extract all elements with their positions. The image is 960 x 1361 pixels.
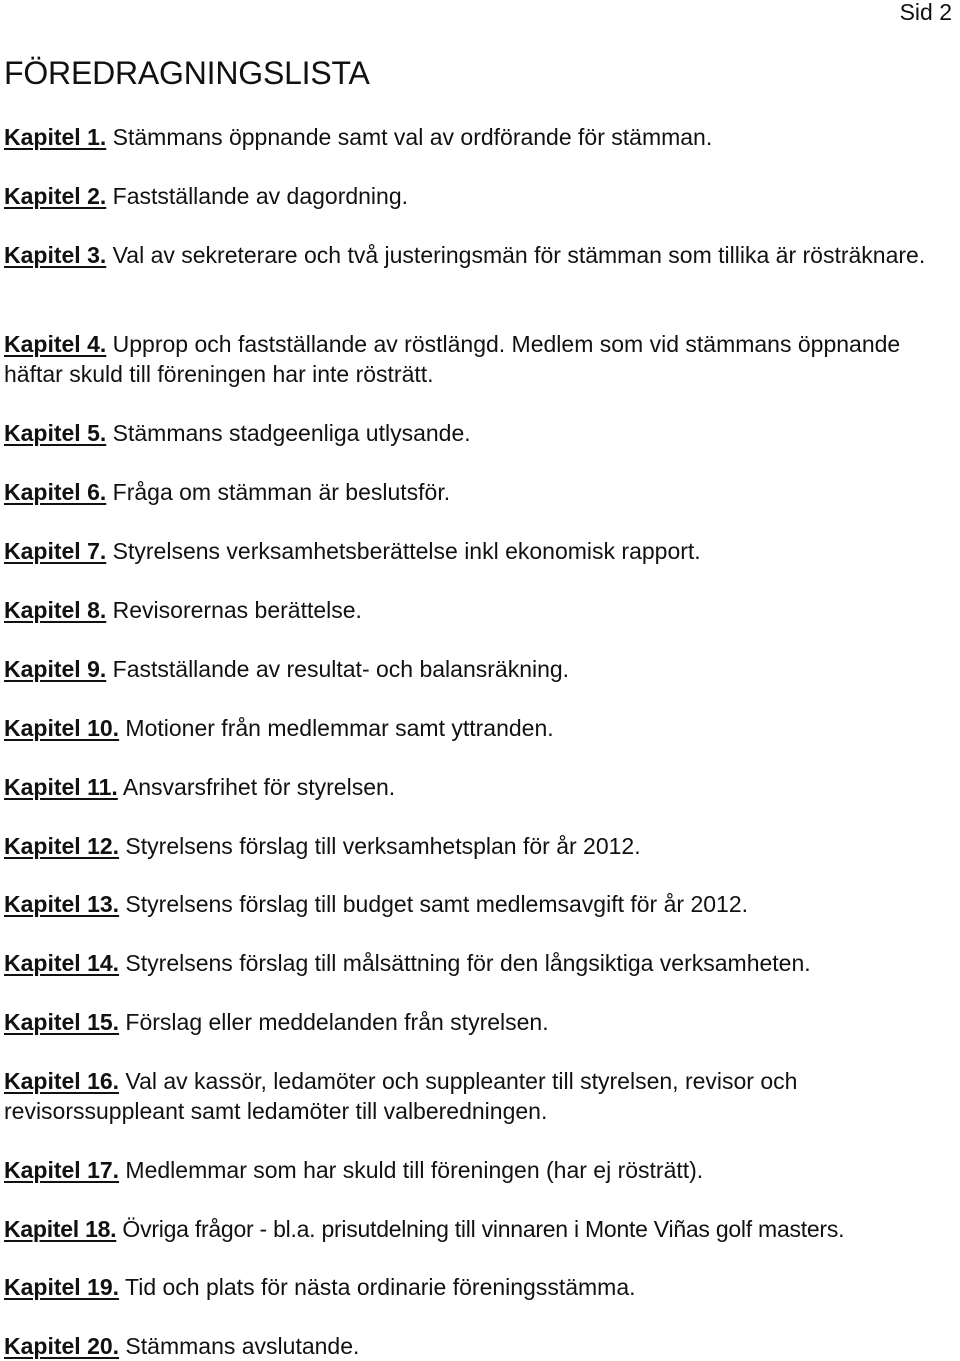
chapter-label: Kapitel 5. [4, 420, 107, 446]
agenda-item-5 [4, 418, 956, 448]
chapter-label: Kapitel 17. [4, 1157, 120, 1183]
agenda-item-19 [4, 1272, 956, 1302]
chapter-label: Kapitel 20. [4, 1333, 120, 1359]
agenda-item-20 [4, 1331, 956, 1361]
chapter-text: Val av kassör, ledamöter och suppleanter till styrelsen, revisor och revisorssuppleant samt ledamöter till valberedningen. [4, 1068, 798, 1124]
chapter-label: Kapitel 12. [4, 833, 120, 859]
chapter-text: Stämmans avslutande. [119, 1333, 360, 1359]
chapter-text: Motioner från medlemmar samt yttranden. [119, 715, 554, 741]
agenda-item-18 [4, 1214, 956, 1244]
chapter-label: Kapitel 3. [4, 242, 107, 268]
agenda-item-15 [4, 1007, 956, 1037]
chapter-text: Fastställande av resultat- och balansräkning. [106, 656, 570, 682]
document-title: FÖREDRAGNINGSLISTA [4, 55, 370, 91]
chapter-text: Upprop och fastställande av röstlängd. Medlem som vid stämmans öppnande häftar skuld till föreningen har inte rösträtt. [4, 331, 901, 387]
agenda-item-10 [4, 713, 956, 743]
agenda-item-7 [4, 536, 956, 566]
chapter-label: Kapitel 11. [4, 774, 118, 800]
chapter-label: Kapitel 10. [4, 715, 120, 741]
chapter-text: Styrelsens verksamhetsberättelse inkl ekonomisk rapport. [106, 538, 701, 564]
page-number: Sid 2 [899, 0, 952, 25]
chapter-text: Medlemmar som har skuld till föreningen (har ej rösträtt). [119, 1157, 704, 1183]
chapter-text: Val av sekreterare och två justeringsmän för stämman som tillika är rösträknare. [106, 242, 926, 268]
agenda-item-4 [4, 329, 956, 389]
agenda-item-3 [4, 240, 956, 270]
agenda-item-6 [4, 477, 956, 507]
chapter-label: Kapitel 1. [4, 124, 107, 150]
chapter-text: Styrelsens förslag till budget samt medlemsavgift för år 2012. [119, 891, 748, 917]
agenda-item-1 [4, 122, 956, 152]
agenda-item-17 [4, 1155, 956, 1185]
agenda-item-14 [4, 948, 956, 978]
agenda-item-12 [4, 831, 956, 861]
chapter-label: Kapitel 14. [4, 950, 120, 976]
chapter-label: Kapitel 13. [4, 891, 120, 917]
chapter-text: Stämmans stadgeenliga utlysande. [106, 420, 471, 446]
chapter-label: Kapitel 9. [4, 656, 107, 682]
chapter-text: Övriga frågor - bl.a. prisutdelning till vinnaren i Monte Viñas golf masters. [116, 1216, 845, 1242]
chapter-text: Revisorernas berättelse. [106, 597, 362, 623]
agenda-item-9 [4, 654, 956, 684]
agenda-item-2 [4, 181, 956, 211]
chapter-text: Styrelsens förslag till verksamhetsplan för år 2012. [119, 833, 641, 859]
chapter-label: Kapitel 4. [4, 331, 107, 357]
agenda-item-8 [4, 595, 956, 625]
chapter-label: Kapitel 15. [4, 1009, 120, 1035]
chapter-text: Tid och plats för nästa ordinarie föreningsstämma. [119, 1274, 636, 1300]
agenda-item-13 [4, 889, 956, 919]
chapter-label: Kapitel 16. [4, 1068, 120, 1094]
chapter-text: Fastställande av dagordning. [106, 183, 409, 209]
chapter-text: Styrelsens förslag till målsättning för den långsiktiga verksamheten. [119, 950, 811, 976]
chapter-label: Kapitel 6. [4, 479, 107, 505]
chapter-text: Förslag eller meddelanden från styrelsen. [119, 1009, 549, 1035]
chapter-label: Kapitel 19. [4, 1274, 120, 1300]
chapter-label: Kapitel 2. [4, 183, 107, 209]
chapter-label: Kapitel 7. [4, 538, 107, 564]
chapter-text: Ansvarsfrihet för styrelsen. [117, 774, 396, 800]
chapter-label: Kapitel 8. [4, 597, 107, 623]
chapter-text: Stämmans öppnande samt val av ordförande för stämman. [106, 124, 713, 150]
chapter-text: Fråga om stämman är beslutsför. [106, 479, 451, 505]
chapter-label: Kapitel 18. [4, 1216, 117, 1242]
agenda-item-16 [4, 1066, 956, 1126]
agenda-item-11 [4, 772, 956, 802]
